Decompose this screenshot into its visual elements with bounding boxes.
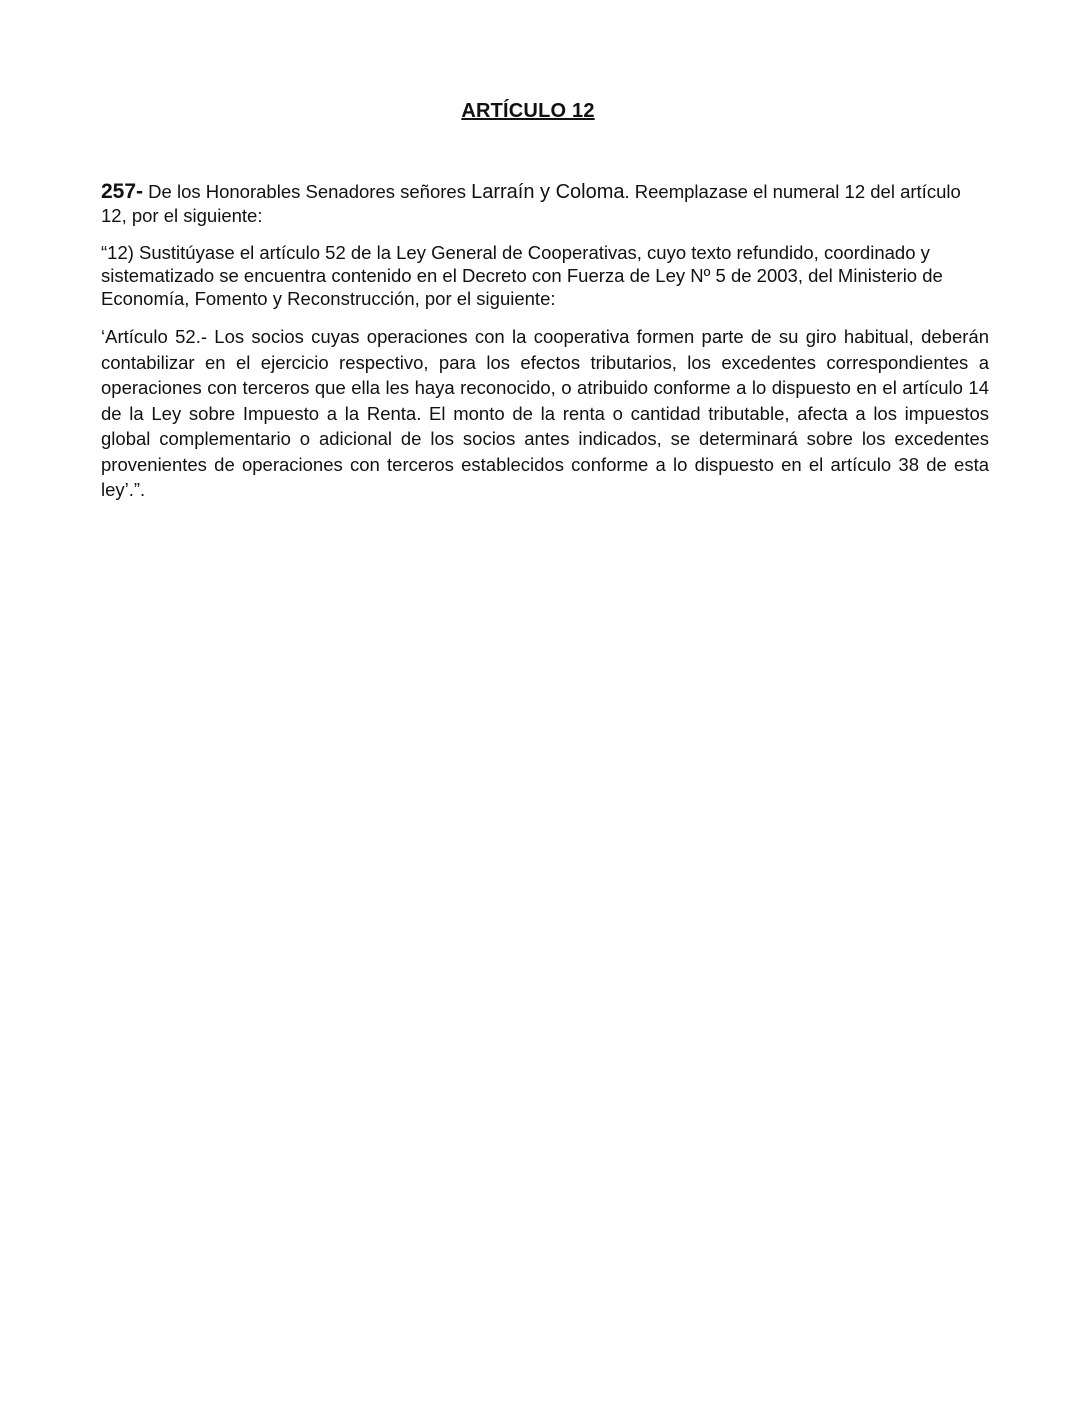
indication-number: 257-: [101, 180, 144, 203]
indication-intro-1: De los Honorables Senadores señores: [143, 181, 472, 202]
indication-intro-2: . Reemplazase el numeral 12 del artículo 12, por el siguiente:: [101, 181, 961, 226]
article-heading: ARTÍCULO 12: [461, 100, 595, 122]
document-body: [101, 180, 989, 517]
indication-paragraph: [101, 180, 989, 227]
indication-senators: Larraín y Coloma: [471, 181, 625, 203]
replacement-paragraph: “12) Sustitúyase el artículo 52 de la Ley General de Cooperativas, cuyo texto refundido, coordinado y sistematizado se encuentra contenido en el Decreto con Fuerza de Ley Nº 5 de 2003, del Ministerio de Economía, Fomento y Reconstrucción, por el siguiente:: [101, 242, 943, 309]
article-52-paragraph: ‘Artículo 52.- Los socios cuyas operaciones con la cooperativa formen parte de su giro habitual, deberán contabilizar en el ejercicio respectivo, para los efectos tributarios, los excedentes correspondientes a operaciones con terceros que ella les haya reconocido, o atribuido conforme a lo dispuesto en el artículo 14 de la Ley sobre Impuesto a la Renta. El monto de la renta o cantidad tributable, afecta a los impuestos global complementario o adicional de los socios antes indicados, se determinará sobre los excedentes provenientes de operaciones con terceros establecidos conforme a lo dispuesto en el artículo 38 de esta ley’.”.: [101, 326, 989, 500]
